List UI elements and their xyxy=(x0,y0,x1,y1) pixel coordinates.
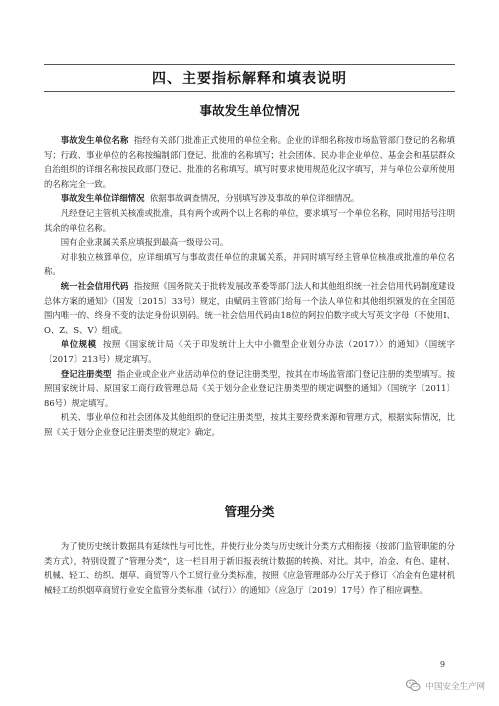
paragraph-text: 对非独立核算单位，应详细填写与事故责任单位的隶属关系，并同时填写经主管单位核准或批准的单位名称。 xyxy=(44,251,455,277)
paragraph xyxy=(44,235,455,250)
term-label: 单位规模 xyxy=(60,339,97,350)
paragraph xyxy=(44,133,455,191)
paragraph-text: 按照《国家统计局〈关于印发统计上大中小微型企业划分办法（2017）〉的通知》（国统字〔2017〕213号）规定填写。 xyxy=(44,339,456,364)
accident-unit-body xyxy=(44,133,455,439)
paragraph-text: 凡经登记主管机关核准或批准，具有两个或两个以上名称的单位，要求填写一个单位名称，同时用括号注明其余的单位名称。 xyxy=(44,207,455,233)
paragraph-text: 指经有关部门批准正式使用的单位全称。企业的详细名称按市场监管部门登记的名称填写；行政、事业单位的名称按编制部门登记、批准的名称填写；社会团体、民办非企业单位、基金会和基层群众自治组织的详细名称按民政部门登记、批准的名称填写。填写时要求使用规范化汉字填写，并与单位公章所使用的名称完全一致。 xyxy=(44,135,456,189)
paragraph xyxy=(44,367,455,411)
paragraph-text: 为了使历史统计数据具有延续性与可比性，并使行业分类与历史统计分类方式相衔接（按部门监管职能的分类方式），特别设置了“管理分类”，这一栏目用于新旧报表统计数据的转换、对比。其中，冶金、有色、建材、机械、轻工、纺织、烟草、商贸等八个工贸行业分类标准，按照《应急管理部办公厅关于修订〈冶金有色建材机械轻工纺织烟草商贸行业安全监管分类标准（试行）〉的通知》（应急厅〔2019〕17号）作了相应调整。 xyxy=(44,541,455,595)
term-label: 登记注册类型 xyxy=(60,368,112,379)
paragraph xyxy=(44,206,455,235)
term-label: 统一社会信用代码 xyxy=(60,280,129,291)
paragraph xyxy=(44,337,455,366)
term-label: 事故发生单位名称 xyxy=(60,135,129,145)
paragraph-text: 机关、事业单位和社会团体及其他组织的登记注册类型，按其主要经费来源和管理方式，根据实际情况，比照《关于划分企业登记注册类型的规定》确定。 xyxy=(44,412,455,437)
page-number: 9 xyxy=(440,660,446,669)
paragraph xyxy=(44,279,455,337)
subsection-title-management-classification: 管理分类 xyxy=(224,504,275,519)
paragraph xyxy=(44,410,455,439)
paragraph xyxy=(44,539,455,597)
watermark-text: 中国安全生产网 xyxy=(425,681,485,692)
watermark xyxy=(406,679,485,692)
management-classification-body xyxy=(44,539,455,597)
paragraph-text: 指按照《国务院关于批转发展改革委等部门法人和其他组织统一社会信用代码制度建设总体方案的通知》（国发〔2015〕33号）规定，由赋码主管部门给每一个法人单位和其他组织颁发的在全国范围内唯一的、终身不变的法定身份识别码。统一社会信用代码由18位的阿拉伯数字或大写英文字母（不使用I、O、Z、S、V）组成。 xyxy=(44,280,456,335)
paragraph-text: 指企业或企业产业活动单位的登记注册类型，按其在市场监管部门登记注册的类型填写。按照国家统计局、原国家工商行政管理总局《关于划分企业登记注册类型的规定调整的通知》（国统字〔2011〕86号）规定填写。 xyxy=(44,368,456,408)
paragraph xyxy=(44,250,455,279)
term-label: 事故发生单位详细情况 xyxy=(60,193,145,204)
section-title: 四、主要指标解释和填表说明 xyxy=(44,64,455,92)
subsection-title-accident-unit: 事故发生单位情况 xyxy=(199,103,300,118)
paragraph-text: 依据事故调查情况，分别填写涉及事故的单位详细情况。 xyxy=(149,193,360,204)
paragraph-text: 国有企业隶属关系应填报到最高一级母公司。 xyxy=(60,237,229,248)
wechat-icon xyxy=(406,679,421,692)
paragraph xyxy=(44,191,455,206)
